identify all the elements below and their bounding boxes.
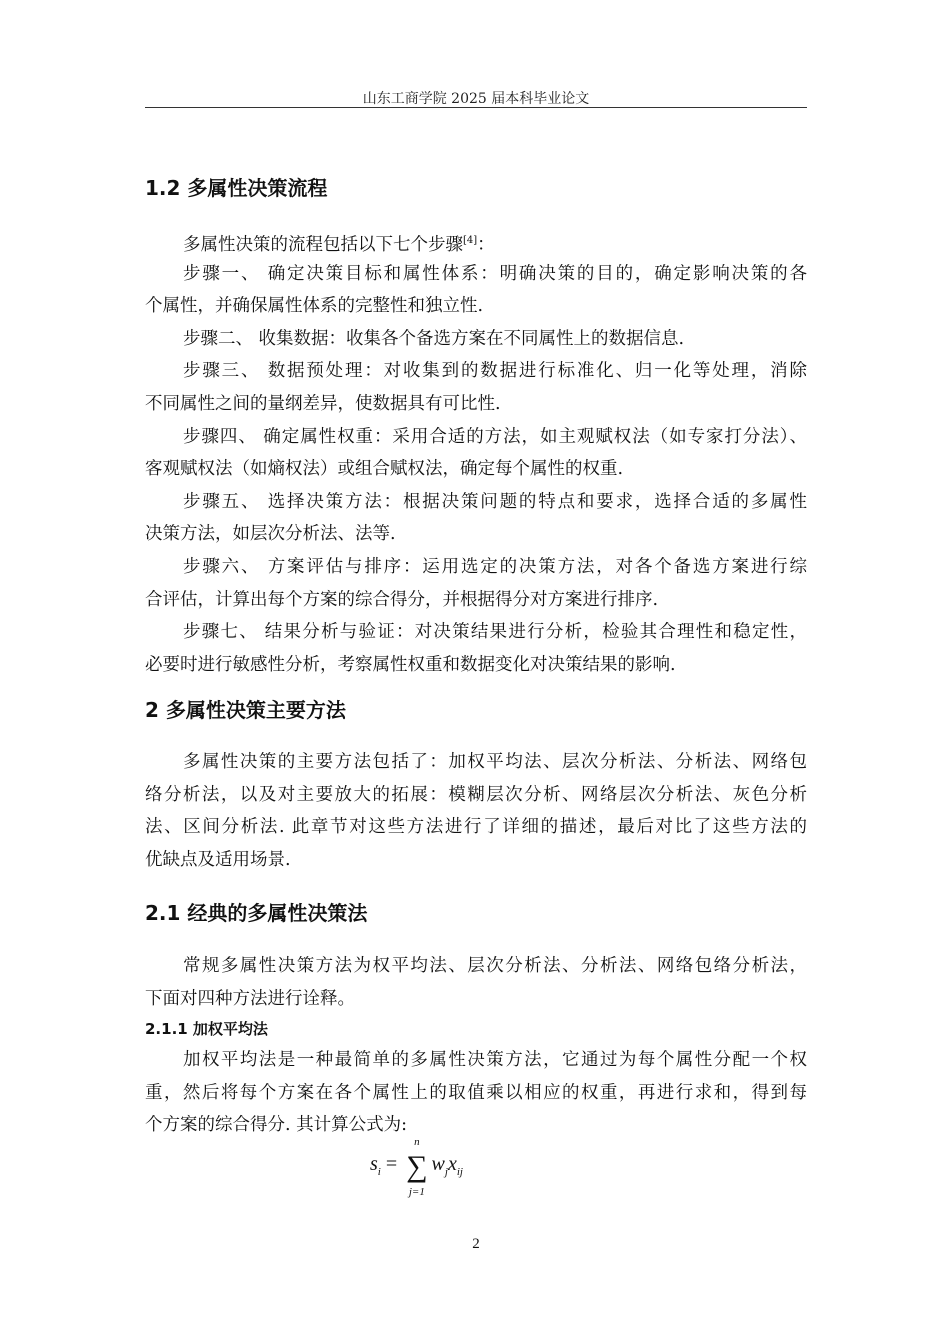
section-1-2-body [145, 225, 807, 681]
section-2-body [145, 746, 807, 876]
section-heading-2-1-1: 2.1.1 加权平均法 [145, 1020, 268, 1038]
text-line: 客观赋权法（如熵权法）或组合赋权法，确定每个属性的权重. [145, 459, 624, 480]
text-line: 必要时进行敏感性分析，考察属性权重和数据变化对决策结果的影响. [145, 654, 676, 675]
text-line: 个属性，并确保属性体系的完整性和独立性. [145, 296, 484, 317]
formula-lhs: s [370, 1153, 378, 1175]
text-line: 步骤一、 确定决策目标和属性体系：明确决策的目的，确定影响决策的各 [183, 263, 807, 284]
section-heading-2: 2 多属性决策主要方法 [145, 698, 346, 722]
text-line: 合评估，计算出每个方案的综合得分，并根据得分对方案进行排序. [145, 589, 659, 610]
formula-w: w [431, 1153, 445, 1175]
text-line: 步骤六、 方案评估与排序：运用选定的决策方法，对各个备选方案进行综 [183, 556, 807, 577]
section-2-1-body [145, 950, 807, 1015]
text-line: 优缺点及适用场景. [145, 849, 291, 870]
formula-sub: ij [456, 1166, 463, 1178]
text-line: 步骤二、 收集数据：收集各个备选方案在不同属性上的数据信息. [183, 328, 685, 349]
text-line: 下面对四种方法进行诠释。 [145, 988, 355, 1009]
sum-lower: j=1 [408, 1186, 425, 1198]
text-line: 常规多属性决策方法为权平均法、层次分析法、分析法、网络包络分析法， [183, 956, 807, 976]
text-line: 重，然后将每个方案在各个属性上的取值乘以相应的权重，再进行求和，得到每 [145, 1082, 807, 1103]
text-line: 不同属性之间的量纲差异，使数据具有可比性. [145, 393, 501, 414]
sum-sign: ∑ [406, 1150, 428, 1183]
text-line: 步骤三、 数据预处理：对收集到的数据进行标准化、归一化等处理，消除 [183, 361, 807, 382]
text-line: 多属性决策的主要方法包括了：加权平均法、层次分析法、分析法、网络包 [183, 752, 807, 772]
text-line: 步骤七、 结果分析与验证：对决策结果进行分析，检验其合理性和稳定性， [183, 622, 807, 643]
citation[interactable]: [4] [463, 235, 478, 246]
text-line [145, 225, 807, 258]
text-line: 络分析法，以及对主要放大的拓展：模糊层次分析、网络层次分析法、灰色分析 [145, 784, 807, 805]
text-line: 加权平均法是一种最简单的多属性决策方法，它通过为每个属性分配一个权 [183, 1050, 807, 1070]
text-line: 个方案的综合得分. 其计算公式为: [145, 1115, 408, 1136]
sum-upper: n [414, 1136, 420, 1148]
section-heading-2-1: 2.1 经典的多属性决策法 [145, 901, 368, 925]
text-line: 决策方法，如层次分析法、法等. [145, 524, 396, 545]
text: ： [477, 234, 495, 255]
text-line: 法、区间分析法. 此章节对这些方法进行了详细的描述，最后对比了这些方法的 [145, 817, 807, 838]
weighted-sum-formula [370, 1136, 463, 1198]
page-number: 2 [472, 1236, 480, 1252]
text: 多属性决策的流程包括以下七个步骤 [183, 234, 463, 255]
formula-eq: = [385, 1153, 398, 1175]
section-2-1-1-body [145, 1044, 807, 1142]
formula-x: x [447, 1153, 457, 1175]
section-heading-1-2: 1.2 多属性决策流程 [145, 176, 328, 200]
formula-sub: j [444, 1166, 448, 1178]
running-header: 山东工商学院 2025 届本科毕业论文 [362, 91, 590, 107]
summation-symbol [406, 1136, 428, 1198]
text-line: 步骤五、 选择决策方法：根据决策问题的特点和要求，选择合适的多属性 [183, 491, 807, 512]
header-rule [145, 107, 807, 108]
text-line: 步骤四、 确定属性权重：采用合适的方法，如主观赋权法（如专家打分法）、 [183, 426, 807, 447]
formula-sub: i [377, 1166, 381, 1178]
